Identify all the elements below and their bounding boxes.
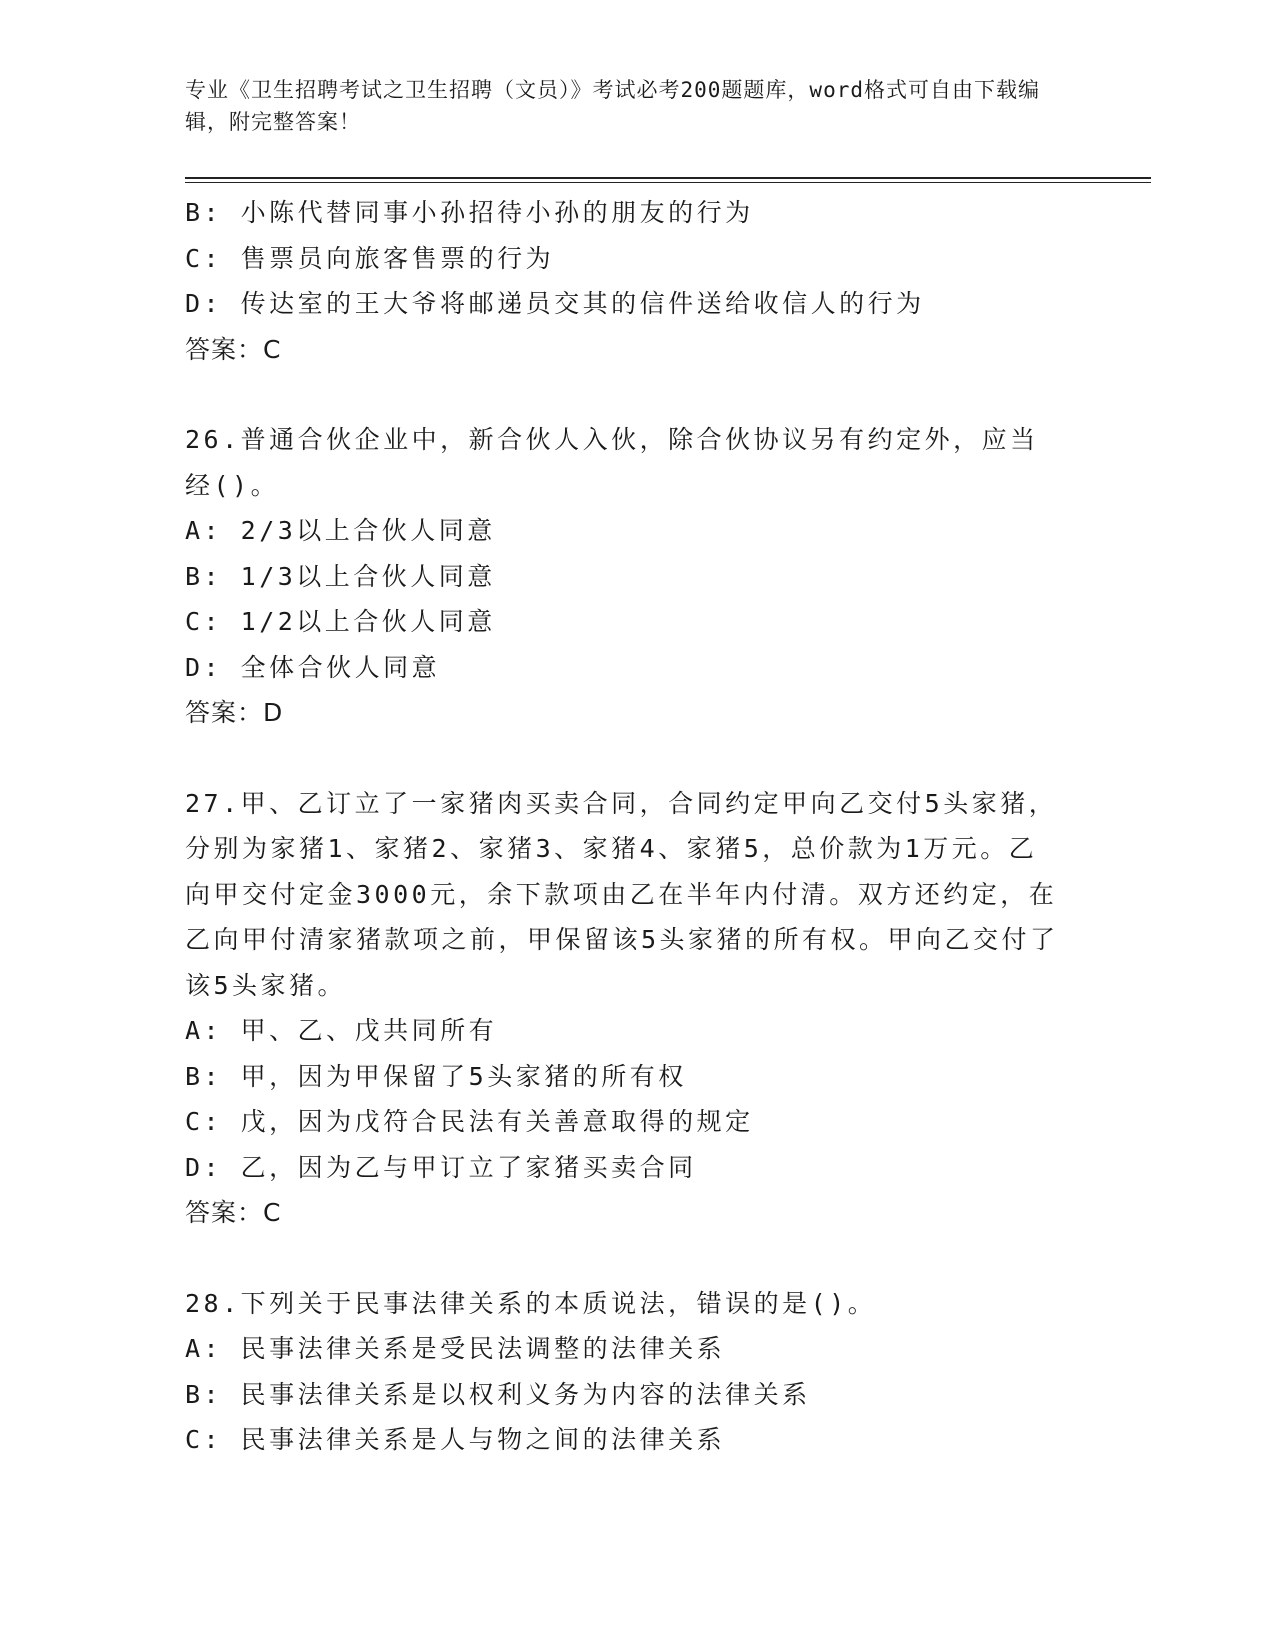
option-a: A: 2/3以上合伙人同意 (185, 516, 496, 545)
option-c: C: 1/2以上合伙人同意 (185, 607, 496, 636)
spacer (185, 1236, 1085, 1281)
option-c: C: 民事法律关系是人与物之间的法律关系 (185, 1425, 726, 1454)
question-27 (185, 781, 1085, 1236)
option-d: D: 全体合伙人同意 (185, 652, 441, 682)
option-a: A: 甲、乙、戊共同所有 (185, 1016, 498, 1045)
question-stem: 26.普通合伙企业中，新合伙人入伙，除合伙协议另有约定外，应当经()。 (185, 425, 1039, 500)
option-c: C: 售票员向旅客售票的行为 (185, 243, 555, 273)
answer-line: 答案：D (185, 698, 284, 727)
option-a: A: 民事法律关系是受民法调整的法律关系 (185, 1334, 726, 1363)
page-header: 专业《卫生招聘考试之卫生招聘（文员）》考试必考200题题库，word格式可自由下载编辑，附完整答案！ (185, 78, 1040, 134)
question-stem: 28.下列关于民事法律关系的本质说法，错误的是()。 (185, 1288, 877, 1318)
question-26 (185, 417, 1085, 736)
option-b: B: 小陈代替同事小孙招待小孙的朋友的行为 (185, 198, 754, 227)
spacer (185, 372, 1085, 417)
option-d: D: 传达室的王大爷将邮递员交其的信件送给收信人的行为 (185, 289, 925, 318)
question-content (185, 190, 1085, 1463)
partial-question-25 (185, 190, 1085, 372)
option-b: B: 1/3以上合伙人同意 (185, 561, 496, 591)
option-b: B: 民事法律关系是以权利义务为内容的法律关系 (185, 1379, 811, 1409)
header-divider-thin (185, 182, 1151, 183)
answer-line: 答案：C (185, 334, 282, 364)
option-b: B: 甲，因为甲保留了5头家猪的所有权 (185, 1061, 687, 1091)
header-divider-thick (185, 177, 1151, 179)
answer-line: 答案：C (185, 1198, 282, 1227)
question-28 (185, 1281, 1085, 1463)
spacer (185, 736, 1085, 781)
option-c: C: 戊，因为戊符合民法有关善意取得的规定 (185, 1107, 754, 1136)
question-stem: 27.甲、乙订立了一家猪肉买卖合同，合同约定甲向乙交付5头家猪，分别为家猪1、家猪2、家猪3、家猪4、家猪5，总价款为1万元。乙向甲交付定金3000元，余下款项由乙在半年内付清。双方还约定，在乙向甲付清家猪款项之前，甲保留该5头家猪的所有权。甲向乙交付了该5头家猪。 (185, 788, 1059, 1000)
option-d: D: 乙，因为乙与甲订立了家猪买卖合同 (185, 1152, 697, 1182)
